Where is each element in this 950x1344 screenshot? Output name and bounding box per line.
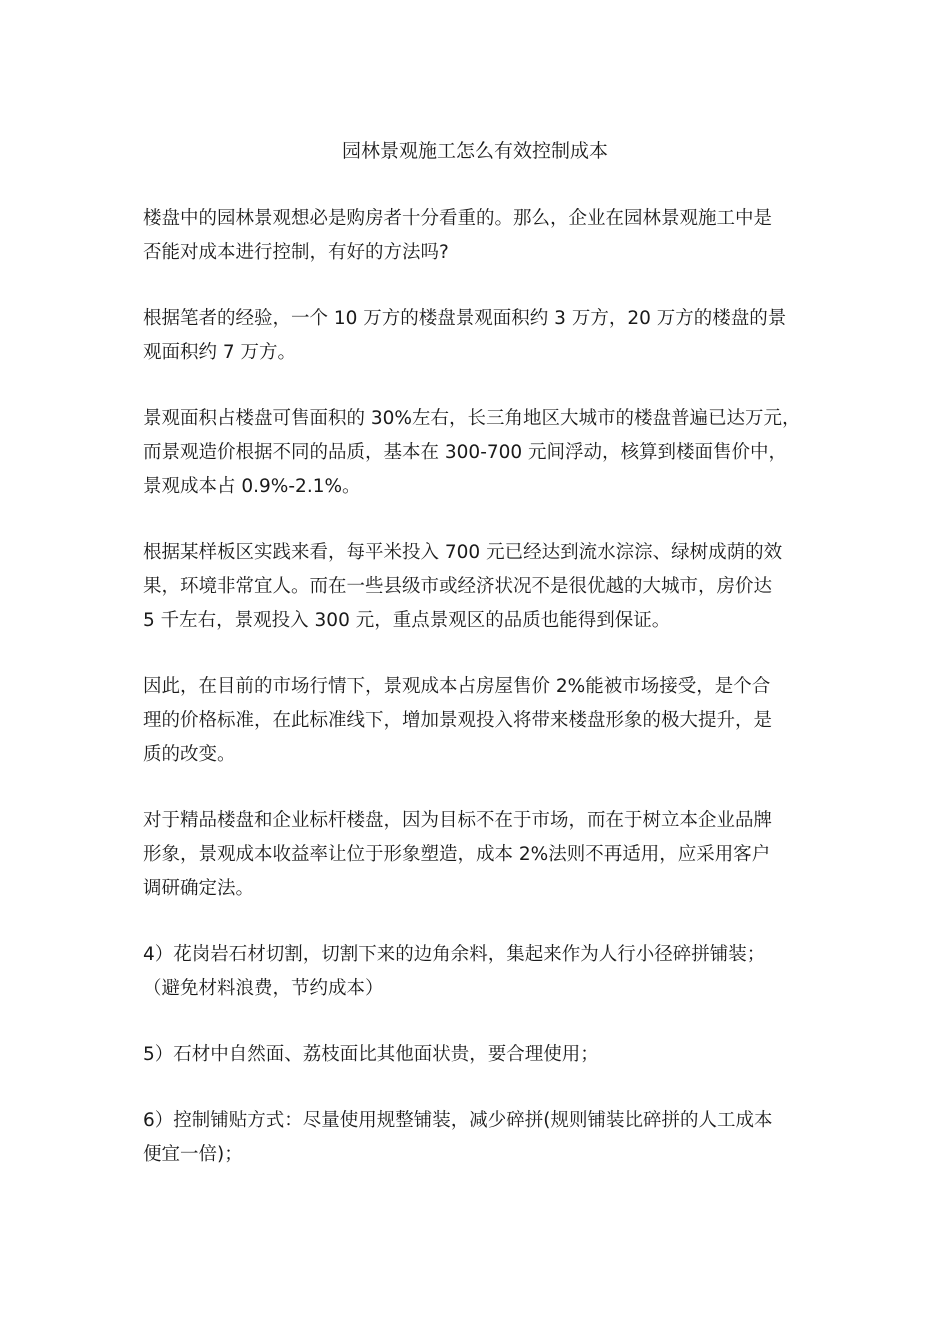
list-item-4: 4）花岗岩石材切割，切割下来的边角余料，集起来作为人行小径碎拼铺装； （避免材料浪费，节约成本） xyxy=(143,944,766,999)
document-body xyxy=(143,202,819,1204)
document-title: 园林景观施工怎么有效控制成本 xyxy=(341,140,608,162)
paragraph-price-standard: 因此，在目前的市场行情下，景观成本占房屋售价 2%能被市场接受，是个合 理的价格标准，在此标准线下，增加景观投入将带来楼盘形象的极大提升，是 质的改变。 xyxy=(143,676,773,765)
paragraph-sample-zone: 根据某样板区实践来看，每平米投入 700 元已经达到流水淙淙、绿树成荫的效 果，环境非常宜人。而在一些县级市或经济状况不是很优越的大城市，房价达 5 千左右，景观投入 300 元，重点景观区的品质也能得到保证。 xyxy=(143,542,783,631)
paragraph-intro: 楼盘中的园林景观想必是购房者十分看重的。那么，企业在园林景观施工中是 否能对成本进行控制，有好的方法吗? xyxy=(143,208,773,263)
paragraph-landscape-area: 根据笔者的经验，一个 10 万方的楼盘景观面积约 3 万方，20 万方的楼盘的景 观面积约 7 万方。 xyxy=(143,308,787,363)
list-item-6: 6）控制铺贴方式：尽量使用规整铺装，减少碎拼(规则铺装比碎拼的人工成本 便宜一倍)； xyxy=(143,1110,773,1165)
list-item-5: 5）石材中自然面、荔枝面比其他面状贵，要合理使用； xyxy=(143,1044,599,1065)
paragraph-premium-projects: 对于精品楼盘和企业标杆楼盘，因为目标不在于市场，而在于树立本企业品牌 形象，景观成本收益率让位于形象塑造，成本 2%法则不再适用，应采用客户 调研确定法。 xyxy=(143,810,773,899)
paragraph-cost-ratio: 景观面积占楼盘可售面积的 30%左右，长三角地区大城市的楼盘普遍已达万元， 而景观造价根据不同的品质，基本在 300-700 元间浮动，核算到楼面售价中， 景观成本占 0.9%-2.1%。 xyxy=(143,408,801,497)
